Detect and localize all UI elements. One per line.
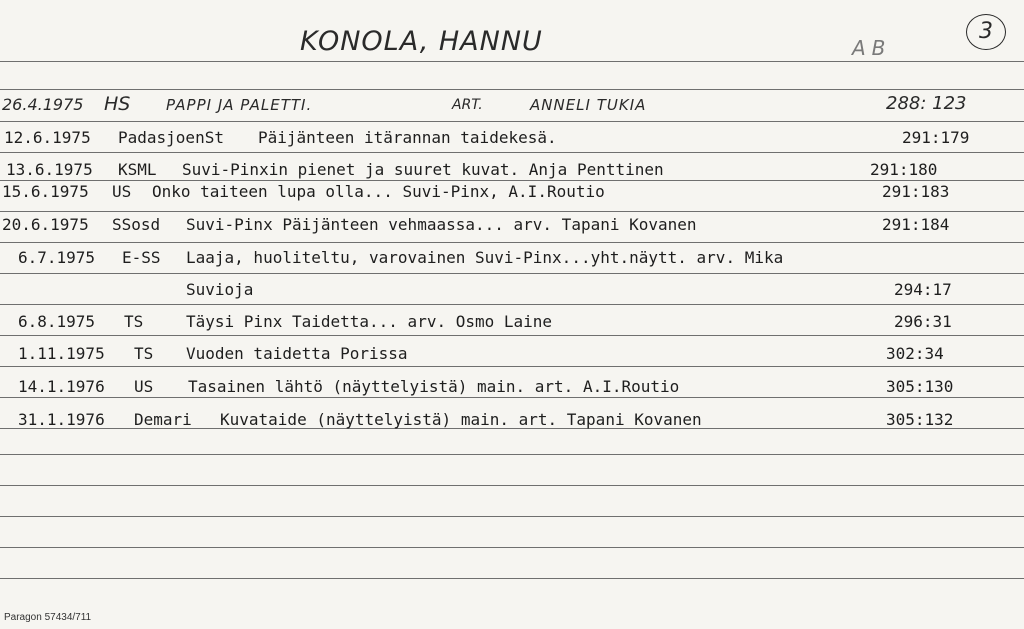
entry-ref: 296:31: [894, 312, 952, 331]
entry-text: Vuoden taidetta Porissa: [186, 344, 408, 363]
entry-ref: 294:17: [894, 280, 952, 299]
ruled-line: [0, 121, 1024, 122]
ruled-line: [0, 397, 1024, 398]
card-heading-code: AB: [852, 36, 892, 60]
card-number-circle: 3: [966, 14, 1006, 50]
ruled-line: [0, 180, 1024, 181]
ruled-line: [0, 89, 1024, 90]
entry-text: Suvioja: [186, 280, 254, 299]
entry-date: 1.11.1975: [18, 344, 105, 363]
entry-date: 15.6.1975: [2, 182, 89, 201]
entry-source: E-SS: [122, 248, 161, 267]
ruled-line: [0, 454, 1024, 455]
handwritten-date: 26.4.1975: [2, 95, 84, 114]
handwritten-source: HS: [104, 93, 131, 115]
entry-date: 31.1.1976: [18, 410, 105, 429]
entry-source: KSML: [118, 160, 157, 179]
ruled-line: [0, 578, 1024, 579]
entry-text: Täysi Pinx Taidetta... arv. Osmo Laine: [186, 312, 553, 331]
entry-text: Laaja, huoliteltu, varovainen Suvi-Pinx...yht.näytt. arv. Mika: [186, 248, 784, 267]
entry-source: US: [112, 182, 132, 201]
handwritten-title: PAPPI JA PALETTI.: [166, 96, 313, 114]
ruled-line: [0, 516, 1024, 517]
entry-source: PadasjoenSt: [118, 128, 224, 147]
ruled-line: [0, 242, 1024, 243]
entry-ref: 302:34: [886, 344, 944, 363]
ruled-line: [0, 304, 1024, 305]
entry-ref: 291:184: [882, 215, 950, 234]
entry-ref: 291:179: [902, 128, 970, 147]
entry-date: 14.1.1976: [18, 377, 105, 396]
ruled-line: [0, 547, 1024, 548]
entry-text: Kuvataide (näyttelyistä) main. art. Tapani Kovanen: [220, 410, 702, 429]
ruled-line: [0, 366, 1024, 367]
handwritten-label: ART.: [452, 97, 483, 113]
entry-ref: 291:180: [870, 160, 938, 179]
entry-date: 20.6.1975: [2, 215, 89, 234]
entry-text: Suvi-Pinxin pienet ja suuret kuvat. Anja Penttinen: [182, 160, 664, 179]
printer-imprint: Paragon 57434/711: [4, 612, 92, 623]
entry-source: SSosd: [112, 215, 161, 234]
ruled-line: [0, 485, 1024, 486]
ruled-line: [0, 335, 1024, 336]
entry-ref: 305:132: [886, 410, 954, 429]
entry-date: 6.8.1975: [18, 312, 96, 331]
entry-date: 13.6.1975: [6, 160, 93, 179]
entry-date: 12.6.1975: [4, 128, 91, 147]
entry-text: Onko taiteen lupa olla... Suvi-Pinx, A.I.Routio: [152, 182, 605, 201]
ruled-line: [0, 61, 1024, 62]
entry-date: 6.7.1975: [18, 248, 96, 267]
entry-text: Tasainen lähtö (näyttelyistä) main. art. A.I.Routio: [188, 377, 680, 396]
entry-text: Suvi-Pinx Päijänteen vehmaassa... arv. Tapani Kovanen: [186, 215, 697, 234]
ruled-line: [0, 152, 1024, 153]
entry-source: US: [134, 377, 154, 396]
handwritten-ref: 288: 123: [886, 93, 967, 114]
entry-ref: 291:183: [882, 182, 950, 201]
ruled-line: [0, 273, 1024, 274]
entry-source: Demari: [134, 410, 192, 429]
entry-source: TS: [124, 312, 144, 331]
ruled-line: [0, 211, 1024, 212]
entry-source: TS: [134, 344, 154, 363]
entry-text: Päijänteen itärannan taidekesä.: [258, 128, 557, 147]
entry-ref: 305:130: [886, 377, 954, 396]
card-heading-name: KONOLA, HANNU: [300, 26, 543, 57]
handwritten-author: ANNELI TUKIA: [530, 96, 647, 114]
